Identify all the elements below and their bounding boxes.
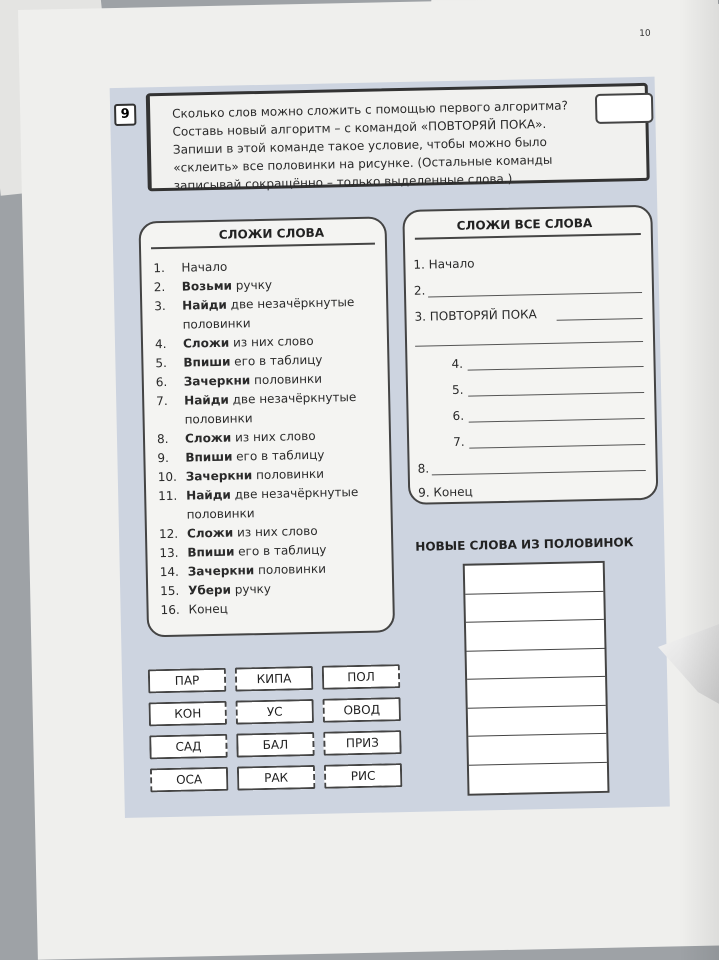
right-step: 5. — [451, 382, 464, 397]
algorithm-step — [154, 316, 250, 332]
table-row[interactable] — [468, 734, 607, 765]
step-command: Убери — [188, 582, 232, 598]
task-number: 9 — [114, 104, 136, 126]
step-command: Зачеркни — [185, 468, 253, 484]
right-step: 4. — [451, 356, 464, 371]
step-number: 1. — [153, 260, 166, 276]
right-step: 1. Начало — [413, 256, 475, 272]
word-half[interactable]: УС — [236, 699, 314, 725]
right-step: 2. — [413, 283, 426, 298]
step-text: половинки — [252, 466, 325, 483]
step-text: Начало — [181, 259, 228, 275]
word-half[interactable]: КОН — [149, 701, 227, 727]
step-number: 6. — [155, 374, 168, 390]
page-number: 10 — [639, 28, 651, 39]
step-text: из них слово — [231, 428, 316, 445]
step-number — [155, 329, 183, 330]
step-number: 12. — [158, 526, 179, 542]
table-row[interactable] — [465, 591, 604, 622]
table-row[interactable] — [467, 677, 606, 708]
step-text: из них слово — [229, 333, 314, 350]
word-half[interactable]: РАК — [237, 765, 315, 791]
right-card-title: СЛОЖИ ВСЕ СЛОВА — [456, 216, 593, 233]
step-text: половинки — [182, 316, 251, 332]
step-command: Возьми — [181, 278, 233, 294]
algorithm-step — [153, 260, 227, 276]
word-half[interactable]: БАЛ — [236, 732, 314, 758]
worksheet-page — [18, 0, 719, 960]
step-number — [157, 424, 185, 425]
step-number: 8. — [156, 431, 169, 447]
right-step: 9. Конец — [418, 484, 473, 500]
table-row[interactable] — [469, 762, 608, 793]
word-half[interactable]: ПАР — [148, 668, 226, 694]
word-half[interactable]: ОВОД — [322, 697, 400, 723]
step-text: две незачёркнутые — [226, 295, 355, 312]
step-number: 2. — [153, 279, 166, 295]
algorithm-step — [156, 411, 252, 427]
step-command: Впиши — [187, 544, 235, 560]
step-text: его в таблицу — [230, 352, 323, 369]
algorithm-step — [154, 278, 272, 294]
step-text: половинки — [186, 506, 255, 522]
word-half[interactable]: КИПА — [235, 666, 313, 692]
step-number — [159, 519, 187, 520]
word-half[interactable]: ПРИЗ — [323, 730, 401, 756]
right-step: 7. — [452, 434, 465, 449]
step-text: из них слово — [233, 523, 318, 540]
step-number: 4. — [154, 336, 167, 352]
algorithm-step — [158, 506, 254, 522]
step-command: Найди — [186, 487, 231, 503]
algorithm-step — [160, 602, 228, 617]
word-half[interactable]: РИС — [324, 763, 402, 789]
step-number: 9. — [157, 450, 170, 466]
step-command: Впиши — [185, 449, 233, 465]
step-number: 10. — [157, 469, 178, 485]
step-text: его в таблицу — [234, 542, 327, 559]
left-card-title: СЛОЖИ СЛОВА — [218, 225, 325, 242]
step-command: Зачеркни — [187, 563, 255, 579]
step-number: 5. — [155, 355, 168, 371]
step-command: Сложи — [182, 335, 230, 351]
page-shadow — [679, 0, 719, 960]
right-step: 6. — [452, 408, 465, 423]
new-words-table[interactable] — [463, 561, 610, 796]
answer-box[interactable] — [595, 93, 654, 124]
table-row[interactable] — [466, 620, 605, 651]
step-text: Конец — [188, 601, 228, 617]
task-line: Запиши в этой команде такое условие, чтобы можно было — [172, 134, 547, 157]
step-text: две незачёркнутые — [230, 484, 359, 502]
step-command: Впиши — [183, 354, 231, 370]
table-row[interactable] — [465, 563, 604, 594]
task-line: Сколько слов можно сложить с помощью первого алгоритма? — [172, 98, 569, 121]
step-number: 3. — [154, 298, 166, 314]
word-half[interactable]: ОСА — [150, 767, 228, 793]
table-row[interactable] — [468, 705, 607, 736]
step-command: Сложи — [184, 430, 232, 446]
new-words-title: НОВЫЕ СЛОВА ИЗ ПОЛОВИНОК — [415, 535, 634, 554]
step-text: две незачёркнутые — [228, 390, 357, 407]
word-half[interactable]: САД — [149, 734, 227, 760]
step-number: 15. — [160, 583, 180, 599]
word-half[interactable]: ПОЛ — [322, 664, 400, 690]
task-line: Составь новый алгоритм – с командой «ПОВТОРЯЙ ПОКА». — [172, 116, 547, 139]
step-text: ручку — [231, 277, 273, 293]
step-text: половинки — [254, 561, 327, 578]
step-number: 16. — [160, 602, 180, 618]
step-text: его в таблицу — [232, 447, 325, 464]
step-number: 14. — [159, 564, 180, 580]
step-text: ручку — [230, 581, 272, 597]
step-number: 7. — [156, 393, 168, 409]
algorithm-card-right — [402, 205, 658, 505]
step-command: Найди — [184, 392, 230, 408]
step-number: 11. — [158, 488, 178, 504]
step-command: Зачеркни — [183, 373, 251, 389]
task-line: «склеить» все половинки на рисунке. (Остальные команды — [173, 152, 553, 175]
algorithm-step — [160, 582, 271, 598]
step-command: Найди — [182, 297, 228, 313]
step-text: половинки — [250, 371, 323, 388]
table-row[interactable] — [467, 648, 606, 679]
step-number: 13. — [159, 545, 179, 561]
step-text: половинки — [184, 411, 253, 427]
right-step: 8. — [417, 461, 430, 476]
right-step: 3. ПОВТОРЯЙ ПОКА — [414, 307, 537, 324]
step-command: Сложи — [186, 525, 234, 541]
task-line: записывай сокращённо – только выделенные слова.) — [173, 171, 513, 193]
